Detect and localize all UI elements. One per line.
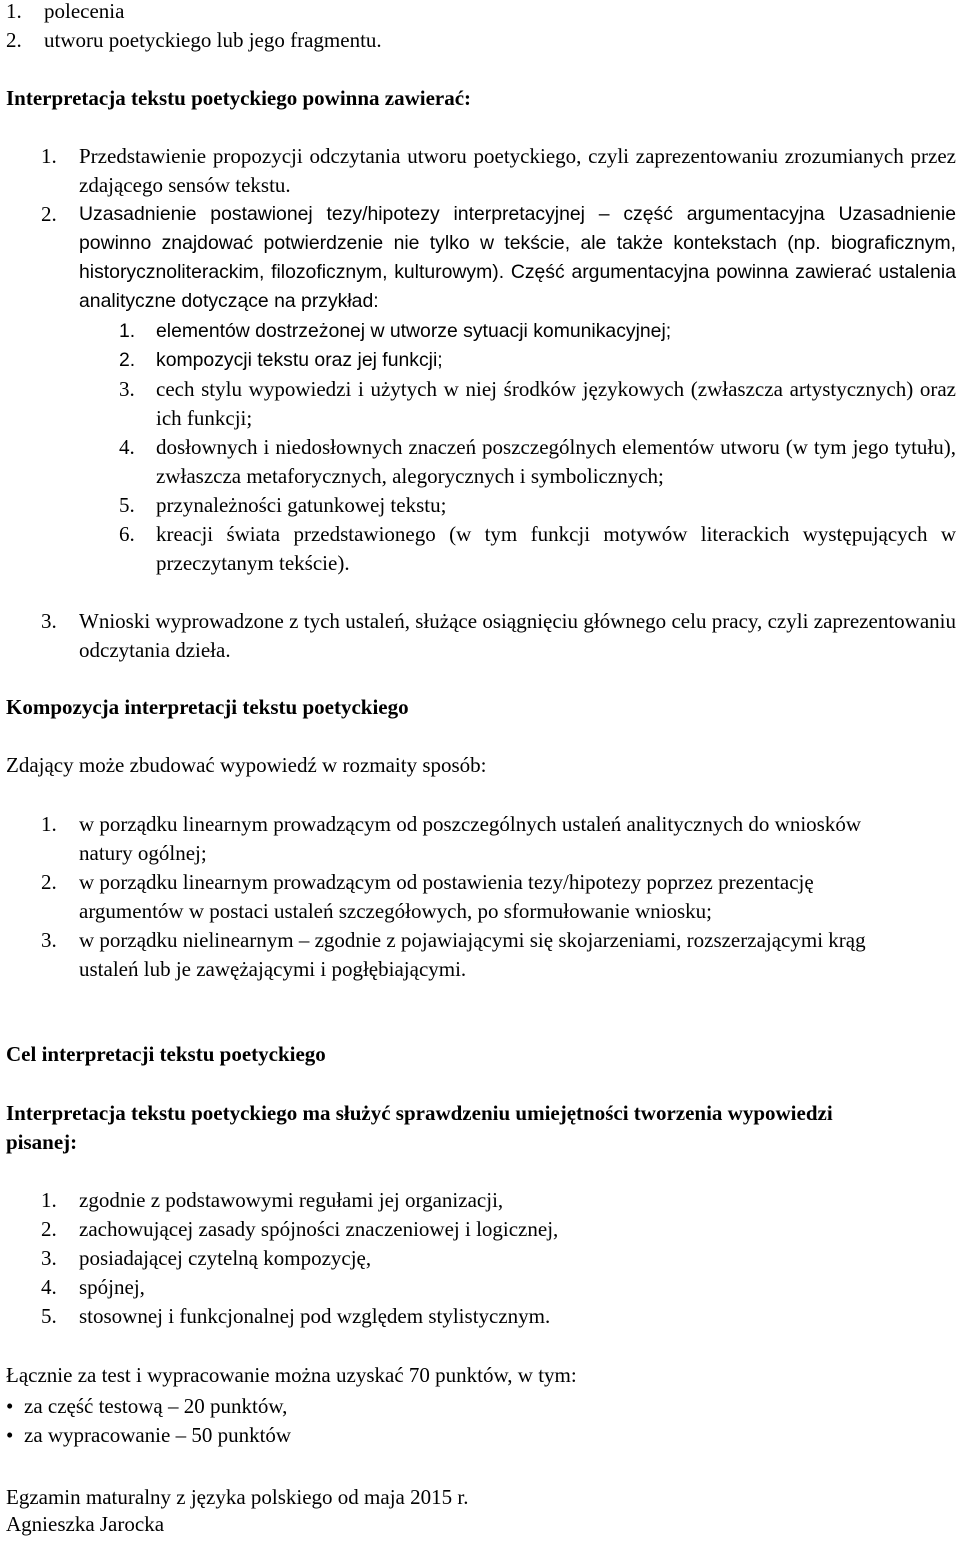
list-item xyxy=(6,375,956,433)
list-item xyxy=(6,520,956,578)
list-item xyxy=(6,0,956,26)
list-number: 2. xyxy=(41,870,57,894)
points-list xyxy=(6,1392,956,1450)
list-text: stosownej i funkcjonalnej pod względem stylistycznym. xyxy=(79,1304,551,1328)
list-number: 6. xyxy=(119,522,135,546)
list-item xyxy=(6,142,956,200)
bullet-item xyxy=(6,1392,956,1421)
list-item xyxy=(6,1244,956,1273)
requirements-list xyxy=(6,142,956,200)
list-text: kreacji świata przedstawionego (w tym funkcji motywów literackich występujących w przeczytanym tekście). xyxy=(156,522,956,575)
list-number: 2. xyxy=(6,28,22,52)
analytical-findings-list xyxy=(6,317,956,375)
intro-list xyxy=(6,0,956,55)
list-text: zgodnie z podstawowymi regułami jej organizacji, xyxy=(79,1188,504,1212)
list-text: kompozycji tekstu oraz jej funkcji; xyxy=(156,349,443,371)
list-text: zachowującej zasady spójności znaczeniowej i logicznej, xyxy=(79,1217,559,1241)
list-text: Uzasadnienie postawionej tezy/hipotezy interpretacyjnej – część argumentacyjna Uzasadnienie powinno znajdować potwierdzenie nie tylko w tekście, ale także kontekstach (np. biograficznym, historycznoliterackim, filozoficznym, kulturowym). Część argumentacyjna powinna zawierać ustalenia analityczne dotyczące na przykład: xyxy=(79,203,956,312)
list-text: posiadającej czytelną kompozycję, xyxy=(79,1246,372,1270)
list-text: Wnioski wyprowadzone z tych ustaleń, służące osiągnięciu głównego celu pracy, czyli zaprezentowaniu odczytania dzieła. xyxy=(79,609,956,662)
requirements-list-argument xyxy=(6,200,956,316)
composition-list xyxy=(6,810,916,984)
section-heading-requirements: Interpretacja tekstu poetyckiego powinna zawierać: xyxy=(6,86,472,110)
list-item xyxy=(6,810,916,868)
list-number: 4. xyxy=(41,1275,57,1299)
analytical-findings-list-cont xyxy=(6,375,956,578)
list-number: 1. xyxy=(41,144,57,168)
list-item xyxy=(6,346,956,375)
list-number: 2. xyxy=(41,1217,57,1241)
footer-author: Agnieszka Jarocka xyxy=(6,1512,165,1536)
list-number: 5. xyxy=(119,493,135,517)
bullet-item xyxy=(6,1421,956,1450)
list-item xyxy=(6,1215,956,1244)
list-item xyxy=(6,1273,956,1302)
list-text: przynależności gatunkowej tekstu; xyxy=(156,493,447,517)
list-number: 3. xyxy=(119,377,135,401)
list-item xyxy=(6,491,956,520)
footer-source: Egzamin maturalny z języka polskiego od maja 2015 r. xyxy=(6,1485,469,1509)
list-number: 1. xyxy=(119,320,136,342)
list-number: 1. xyxy=(6,0,22,23)
list-number: 2. xyxy=(41,202,57,226)
list-text: polecenia xyxy=(44,0,125,23)
list-number: 4. xyxy=(119,435,135,459)
goal-subheading: Interpretacja tekstu poetyckiego ma służyć sprawdzeniu umiejętności tworzenia wypowiedzi pisanej: xyxy=(6,1101,833,1154)
list-text: w porządku linearnym prowadzącym od postawienia tezy/hipotezy poprzez prezentację argumentów w postaci ustaleń szczegółowych, po sformułowanie wniosku; xyxy=(79,870,814,923)
bullet-text: za wypracowanie – 50 punktów xyxy=(24,1423,292,1447)
list-text: elementów dostrzeżonej w utworze sytuacji komunikacyjnej; xyxy=(156,320,672,342)
list-text: cech stylu wypowiedzi i użytych w niej środków językowych (zwłaszcza artystycznych) oraz ich funkcji; xyxy=(156,377,956,430)
list-number: 3. xyxy=(41,928,57,952)
requirements-list-conclusions xyxy=(6,607,956,665)
list-number: 3. xyxy=(41,609,57,633)
list-text: utworu poetyckiego lub jego fragmentu. xyxy=(44,28,382,52)
bullet-text: za część testową – 20 punktów, xyxy=(24,1394,288,1418)
list-text: spójnej, xyxy=(79,1275,145,1299)
list-item xyxy=(6,926,916,984)
list-item xyxy=(6,1302,956,1331)
list-text: Przedstawienie propozycji odczytania utworu poetyckiego, czyli zaprezentowaniu zrozumianych przez zdającego sensów tekstu. xyxy=(79,144,956,197)
list-number: 1. xyxy=(41,812,57,836)
section-heading-goal: Cel interpretacji tekstu poetyckiego xyxy=(6,1042,326,1066)
list-item xyxy=(6,200,956,316)
list-number: 2. xyxy=(119,349,136,371)
list-item xyxy=(6,1186,956,1215)
list-item xyxy=(6,26,956,55)
list-text: w porządku linearnym prowadzącym od poszczególnych ustaleń analitycznych do wniosków natury ogólnej; xyxy=(79,812,862,865)
bullet-icon: • xyxy=(6,1394,14,1418)
list-item xyxy=(6,317,956,346)
section-heading-composition: Kompozycja interpretacji tekstu poetyckiego xyxy=(6,695,409,719)
list-item xyxy=(6,868,916,926)
list-item xyxy=(6,607,956,665)
list-text: dosłownych i niedosłownych znaczeń poszczególnych elementów utworu (w tym jego tytułu), zwłaszcza metaforycznych, alegorycznych i symbolicznych; xyxy=(156,435,956,488)
list-text: w porządku nielinearnym – zgodnie z pojawiającymi się skojarzeniami, rozszerzającymi krąg ustaleń lub je zawężającymi i pogłębiającymi. xyxy=(79,928,866,981)
composition-intro: Zdający może zbudować wypowiedź w rozmaity sposób: xyxy=(6,753,487,777)
goal-list xyxy=(6,1186,956,1331)
list-number: 5. xyxy=(41,1304,57,1328)
points-intro: Łącznie za test i wypracowanie można uzyskać 70 punktów, w tym: xyxy=(6,1363,577,1387)
list-number: 1. xyxy=(41,1188,57,1212)
list-number: 3. xyxy=(41,1246,57,1270)
bullet-icon: • xyxy=(6,1423,14,1447)
list-item xyxy=(6,433,956,491)
